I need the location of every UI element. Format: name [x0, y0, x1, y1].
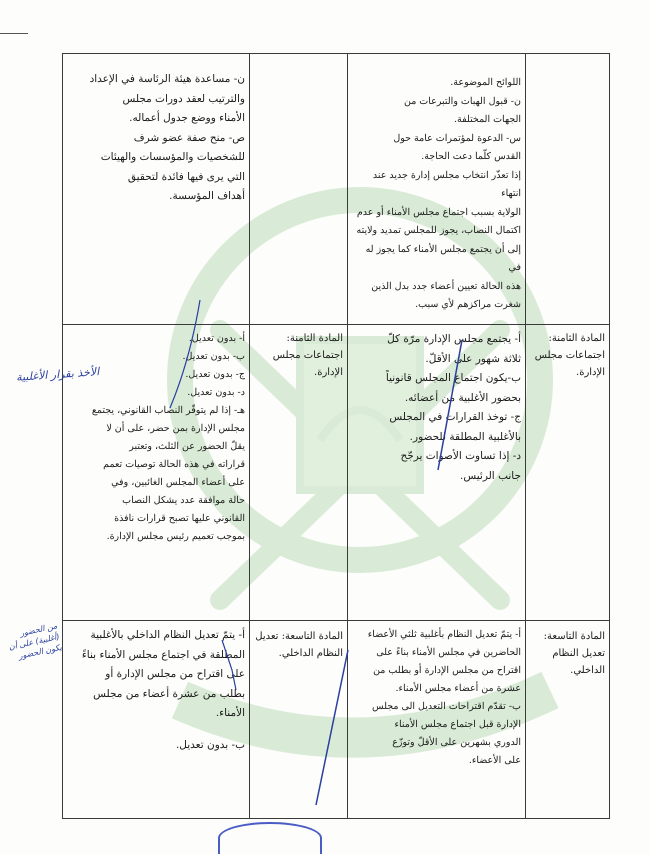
column-divider [347, 54, 348, 818]
column-divider [249, 54, 250, 818]
article9-original-text: أ- يتمّ تعديل النظام بأغلبية ثلثي الأعضاء الحاضرين في مجلس الأمناء بناءً على اقتراح من مجلس الإدارة أو بطلب من عشرة من أعضاء مجلس الأمناء. ب- تقدّم اقتراحات التعديل الى مجلس الإدارة قبل اجتماع مجلس الأمناء الدوري بشهرين على الأقلّ وتوزّع على الأعضاء. [367, 629, 521, 766]
table-grid [62, 53, 610, 819]
handwritten-note-margin: من الحضور (أغلبية) على أن يكون الحضور [7, 621, 63, 661]
article9-header-mid: المادة التاسعة: تعديل النظام الداخلي. [255, 631, 343, 659]
row1-col3-text: اللوائح الموضوعة. ن- قبول الهبات والتبرعات من الجهات المختلفة. س- الدعوة لمؤتمرات عامة حول القدس كلّما دعت الحاجة. إذا تعذّر انتخاب مجلس إدارة جديد عند انتهاء الولاية بسبب اجتماع مجلس الأمناء أو عدم اكتمال النصاب، يجوز للمجلس تمديد ولايته إلى أن يجتمع مجلس الأمناء كما يجوز له في هذه الحالة تعيين أعضاء جدد بدل الذين شغرت مراكزهم لأي سبب. [356, 77, 521, 310]
article8-header-right: المادة الثامنة: اجتماعات مجلس الإدارة. [534, 333, 605, 378]
article8-amended-text: أ- بدون تعديل. ب- بدون تعديل. ج- بدون تعديل. د- بدون تعديل. هـ- إذا لم يتوفّر النصاب القانوني، يجتمع مجلس الإدارة بمن حضر، على أن لا يقلّ الحضور عن الثلث، وتعتبر قراراته في هذه الحالة توصيات تعمم على أعضاء المجلس الغائبين، وفي حالة موافقة عدد يشكل النصاب القانوني عليها تصبح قرارات نافذة بموجب تعميم رئيس مجلس الإدارة. [91, 333, 245, 542]
row-divider [63, 324, 609, 325]
row-divider [63, 620, 609, 621]
article9-amended-text: أ- يتمّ تعديل النظام الداخلي بالأغلبية المطلقة في اجتماع مجلس الأمناء بناءً على اقتراح من مجلس الإدارة أو بطلب من عشرة أعضاء من مجلس الأمناء. ب- بدون تعديل. [81, 629, 245, 751]
article9-header-right: المادة التاسعة: تعديل النظام الداخلي. [543, 631, 605, 676]
article8-original-text: أ- يجتمع مجلس الإدارة مرّة كلّ ثلاثة شهور على الأقلّ. ب-يكون اجتماع المجلس قانونياً بحضور الأغلبية من أعضائه. ج- توخذ القرارات في المجلس بالأغلبية المطلقة للحضور. د- إذا تساوت الأصوات يرجّح جانب الرئيس. [385, 333, 521, 482]
top-rule [0, 33, 28, 34]
row1-col1-text: ن- مساعدة هيئة الرئاسة في الإعداد والترتيب لعقد دورات مجلس الأمناء ووضع جدول أعماله. ص- منح صفة عضو شرف للشخصيات والمؤسسات والهيئات التي يرى فيها فائدة لتحقيق أهداف المؤسسة. [89, 73, 245, 202]
column-divider [525, 54, 526, 818]
article8-header-mid: المادة الثامنة: اجتماعات مجلس الإدارة. [272, 333, 343, 378]
stamp [218, 822, 322, 854]
handwritten-note-middle: الأخذ بقرار الأغلبية [15, 365, 100, 384]
